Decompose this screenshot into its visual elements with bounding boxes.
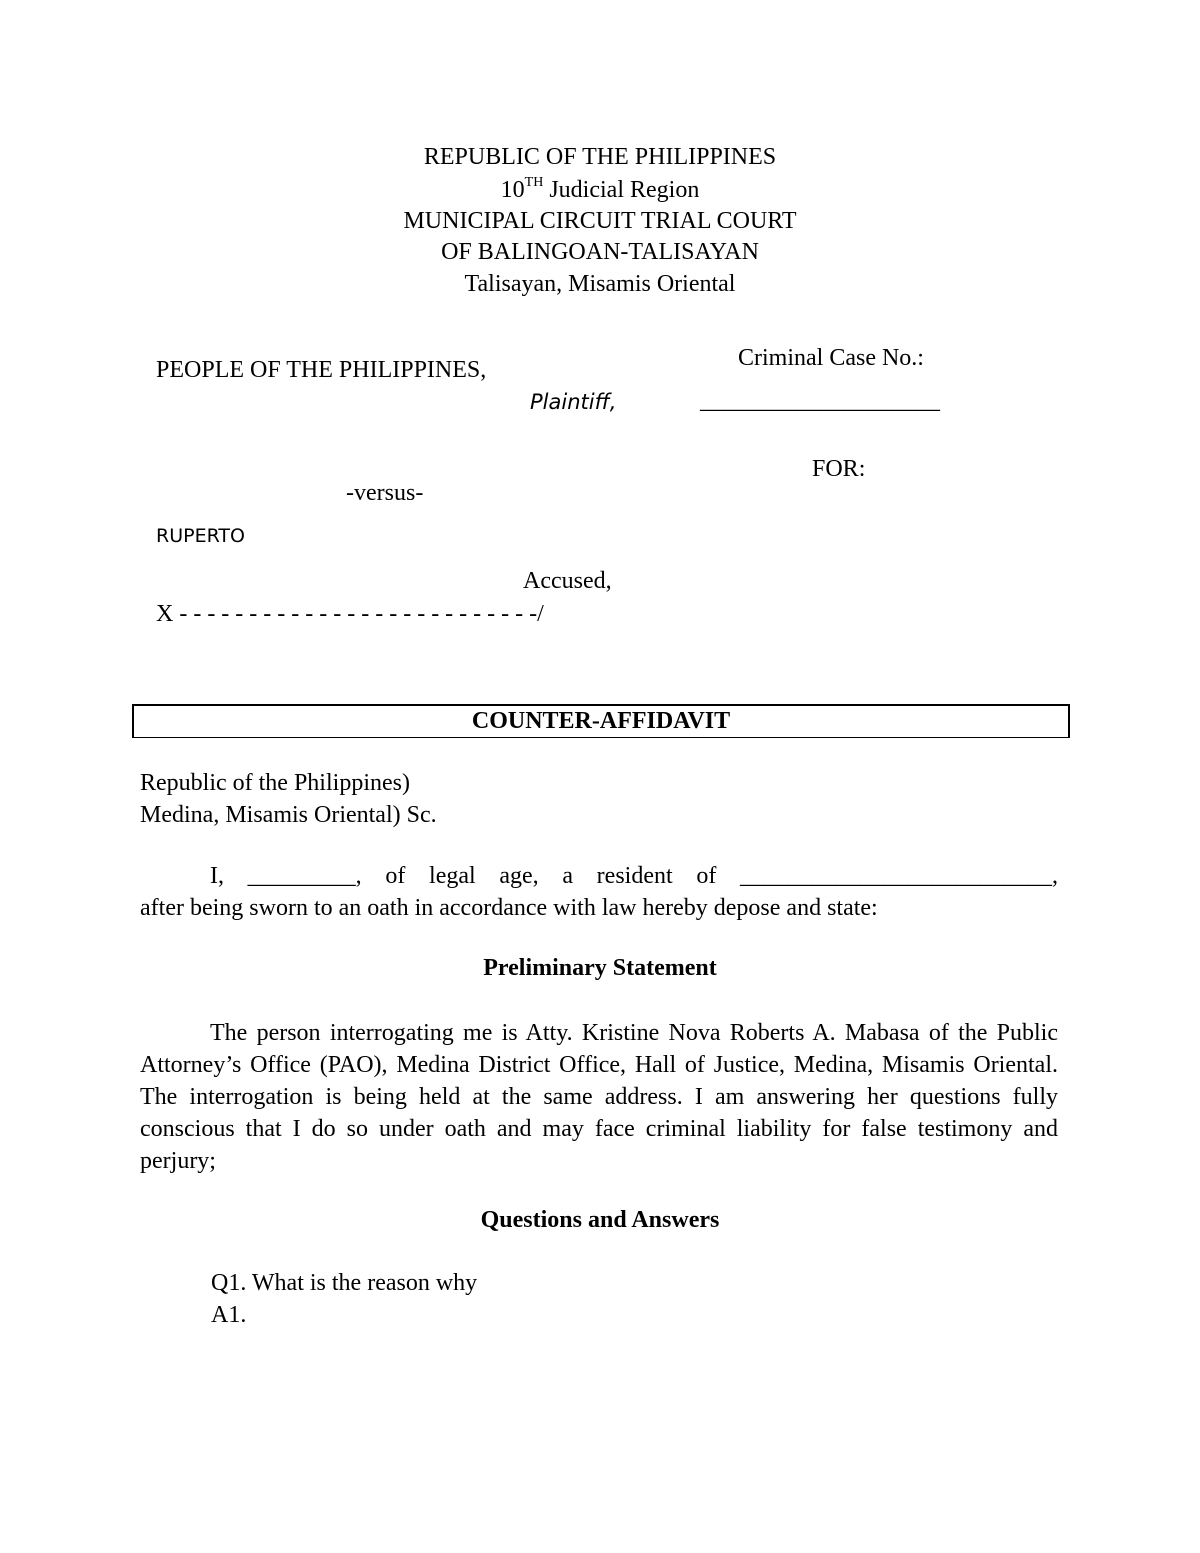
venue-location: Medina, Misamis Oriental) Sc.	[140, 802, 437, 828]
header-court: MUNICIPAL CIRCUIT TRIAL COURT	[403, 208, 797, 234]
region-label: Judicial Region	[543, 177, 700, 203]
case-number-label: Criminal Case No.:	[738, 345, 924, 371]
preliminary-paragraph	[140, 1017, 1058, 1177]
caption-accused: Accused,	[523, 568, 612, 594]
question-1: Q1. What is the reason why	[211, 1270, 478, 1296]
intro-line-1: I, _________, of legal age, a resident of __________________________,	[210, 863, 1058, 889]
caption-versus: -versus-	[346, 480, 424, 506]
header-republic: REPUBLIC OF THE PHILIPPINES	[423, 144, 777, 170]
answer-1: A1.	[211, 1302, 247, 1328]
intro-line-2: after being sworn to an oath in accordance with law hereby depose and state:	[140, 895, 878, 921]
qa-heading: Questions and Answers	[480, 1207, 720, 1233]
document-title: COUNTER-AFFIDAVIT	[132, 704, 1070, 738]
intro-paragraph	[140, 860, 1058, 924]
caption-closing-line: X - - - - - - - - - - - - - - - - - - - - - - - - - -/	[156, 601, 544, 627]
venue-republic: Republic of the Philippines)	[140, 770, 410, 796]
case-number-blank: ____________________	[700, 388, 940, 414]
region-number: 10	[500, 177, 525, 203]
header-court-location: OF BALINGOAN-TALISAYAN	[441, 239, 759, 265]
caption-people: PEOPLE OF THE PHILIPPINES,	[156, 357, 487, 383]
offense-label: FOR:	[812, 456, 866, 482]
caption-plaintiff: Plaintiff,	[530, 390, 617, 414]
header-address: Talisayan, Misamis Oriental	[464, 271, 736, 297]
preliminary-text: The person interrogating me is Atty. Kristine Nova Roberts A. Mabasa of the Public Attorney’s Office (PAO), Medina District Office, Hall of Justice, Medina, Misamis Oriental. The interrogation is being held at the same address. I am answering her questions fully conscious that I do so under oath and may face criminal liability for false testimony and perjury;	[140, 1020, 1058, 1174]
caption-accused-name: RUPERTO	[156, 525, 245, 547]
header-judicial-region	[0, 177, 1200, 204]
preliminary-heading: Preliminary Statement	[483, 955, 717, 981]
region-superscript: TH	[524, 175, 544, 190]
